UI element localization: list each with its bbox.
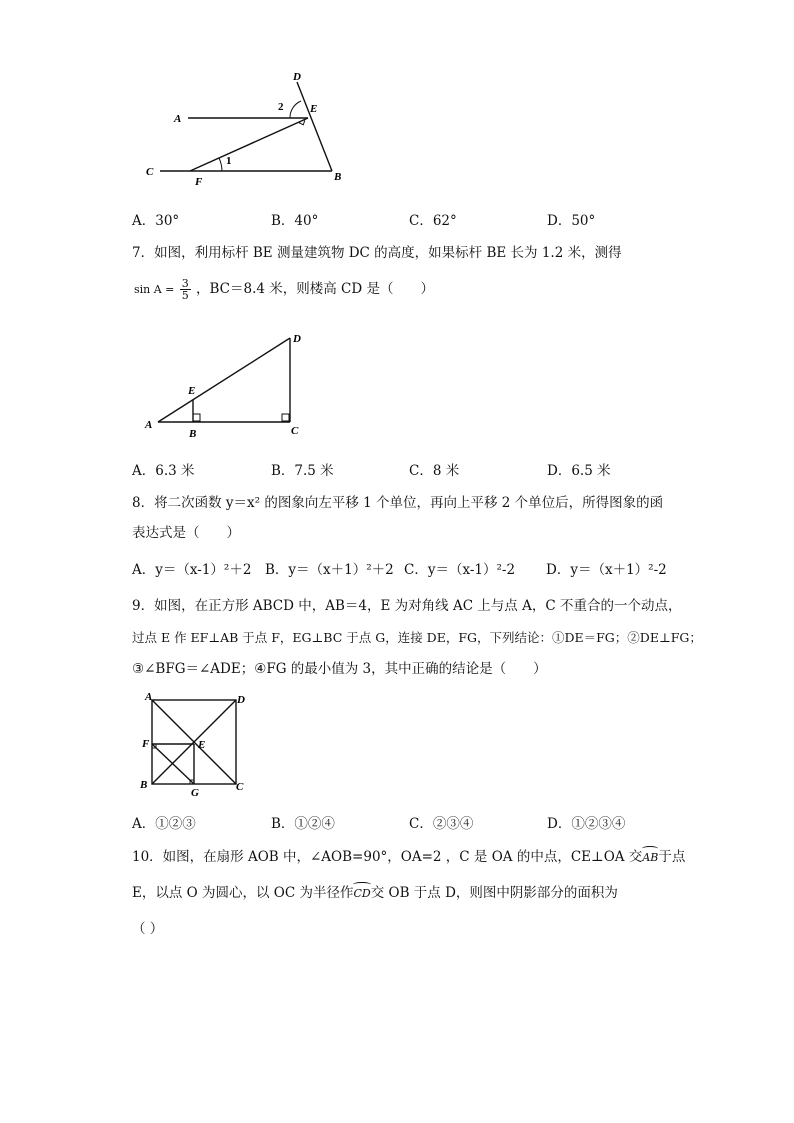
q7-text-line2-rest: ，BC＝8.4 米，则楼高 CD 是（ ）	[196, 281, 434, 297]
q7-label-E: E	[188, 385, 196, 397]
q9-text-line2: 过点 E 作 EF⊥AB 于点 F，EG⊥BC 于点 G，连接 DE，FG，下列结论：①DE＝FG；②DE⊥FG；	[132, 630, 702, 645]
q6-option-d[interactable]: D．50°	[547, 213, 596, 229]
q6-label-E: E	[310, 103, 318, 115]
q6-option-a[interactable]: A．30°	[132, 213, 180, 229]
q6-option-b[interactable]: B．40°	[271, 213, 319, 229]
q7-label-B: B	[189, 428, 197, 440]
q6-label-D: D	[293, 71, 301, 83]
q6-label-angle2: 2	[278, 101, 284, 113]
q8-text-line1: 8．将二次函数 y＝x² 的图象向左平移 1 个单位，再向上平移 2 个单位后，所得图象的函	[132, 495, 664, 511]
q10-text-line2-b: 交 OB 于点 D，则图中阴影部分的面积为	[370, 885, 618, 901]
q10-text-line1	[132, 848, 685, 867]
q7-label-A: A	[145, 419, 153, 431]
q6-label-C: C	[146, 166, 154, 178]
q9-figure	[138, 690, 250, 800]
q10-text-line2	[132, 884, 618, 903]
q7-figure	[140, 328, 320, 440]
q9-option-a[interactable]: A．①②③	[132, 816, 196, 832]
q7-option-b[interactable]: B．7.5 米	[271, 463, 334, 479]
q7-fraction-num: 3	[181, 277, 189, 290]
q10-arc-cd: CD	[353, 885, 370, 903]
q10-text-line2-a: E，以点 O 为圆心，以 OC 为半径作	[132, 885, 354, 901]
q9-text-line1: 9．如图，在正方形 ABCD 中，AB＝4，E 为对角线 AC 上与点 A，C 不重合的一个动点，	[132, 598, 682, 614]
q9-label-A: A	[145, 691, 153, 703]
q7-sin-prefix: sin A =	[134, 283, 175, 296]
q9-label-B: B	[140, 779, 148, 791]
q7-option-c[interactable]: C．8 米	[409, 463, 460, 479]
q9-label-F: F	[142, 738, 150, 750]
q7-text-line2	[134, 278, 434, 301]
q10-text-line1-a: 10．如图，在扇形 AOB 中，∠AOB=90°，OA=2 ，C 是 OA 的中点，CE⊥OA 交	[132, 849, 643, 865]
q6-option-c[interactable]: C．62°	[409, 213, 457, 229]
q7-option-d[interactable]: D．6.5 米	[547, 463, 611, 479]
q9-option-b[interactable]: B．①②④	[271, 816, 335, 832]
q9-option-d[interactable]: D．①②③④	[547, 816, 626, 832]
q6-label-A: A	[174, 113, 182, 125]
q7-label-C: C	[291, 425, 299, 437]
q10-text-line1-b: 于点	[658, 849, 686, 865]
q9-label-C: C	[236, 781, 244, 793]
q8-option-c[interactable]: C．y＝（x-1）²-2	[404, 562, 516, 578]
q6-label-F: F	[195, 176, 203, 188]
q6-figure	[140, 68, 360, 188]
q7-fraction-den: 5	[181, 289, 189, 302]
q10-arc-ab: AB	[642, 849, 658, 867]
q8-option-b[interactable]: B．y＝（x＋1）²＋2	[265, 562, 394, 578]
q7-label-D: D	[293, 333, 301, 345]
q7-fraction	[180, 278, 191, 301]
q6-label-angle1: 1	[226, 155, 232, 167]
q8-option-a[interactable]: A．y＝（x-1）²＋2	[132, 562, 252, 578]
q7-text-line1: 7．如图，利用标杆 BE 测量建筑物 DC 的高度，如果标杆 BE 长为 1.2 米，测得	[132, 245, 622, 261]
q10-text-line3: （ ）	[132, 921, 164, 937]
q8-text-line2: 表达式是（ ）	[132, 525, 240, 541]
q9-label-G: G	[191, 787, 199, 799]
q9-label-D: D	[237, 694, 245, 706]
q9-label-E: E	[198, 739, 206, 751]
q7-option-a[interactable]: A．6.3 米	[132, 463, 195, 479]
q8-option-d[interactable]: D．y＝（x＋1）²-2	[546, 562, 667, 578]
q9-text-line3: ③∠BFG＝∠ADE；④FG 的最小值为 3，其中正确的结论是（ ）	[132, 661, 547, 677]
q9-option-c[interactable]: C．②③④	[409, 816, 474, 832]
q6-label-B: B	[334, 171, 342, 183]
